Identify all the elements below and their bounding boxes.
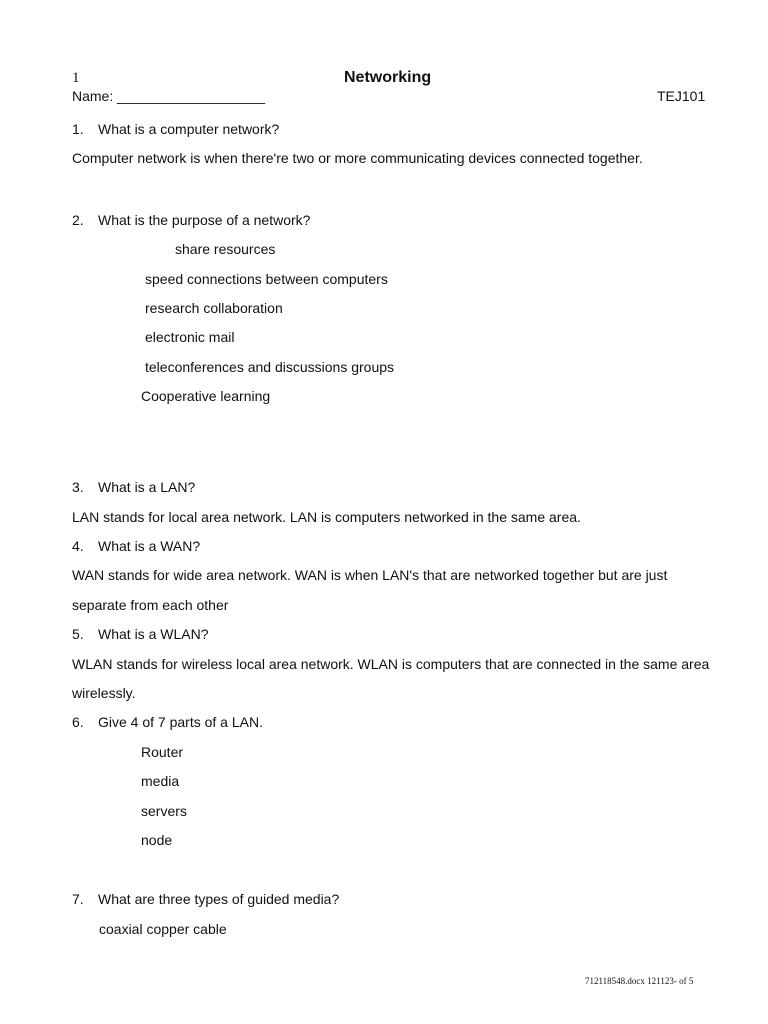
- page-footer: 712118548.docx 121123- of 5: [585, 976, 694, 986]
- question-number: 7.: [72, 891, 84, 907]
- question-text: What is the purpose of a network?: [98, 212, 311, 228]
- answer-5-line-1: WLAN stands for wireless local area network. WLAN is computers that are connected in the same area: [72, 656, 710, 672]
- question-number: 4.: [72, 538, 84, 554]
- answer-1: Computer network is when there're two or more communicating devices connected together.: [72, 150, 643, 166]
- answer-item: electronic mail: [145, 329, 235, 345]
- course-code: TEJ101: [657, 88, 706, 104]
- answer-item: speed connections between computers: [145, 271, 388, 287]
- answer-item: media: [141, 773, 180, 789]
- question-2: [72, 212, 310, 228]
- question-1: [72, 121, 279, 137]
- answer-item: Cooperative learning: [141, 388, 271, 404]
- answer-item: Router: [141, 744, 184, 760]
- question-text: What is a computer network?: [98, 121, 280, 137]
- page-number: 1: [72, 70, 80, 86]
- answer-4-line-1: WAN stands for wide area network. WAN is when LAN's that are networked together but are just: [72, 567, 668, 583]
- question-text: What is a LAN?: [98, 479, 196, 495]
- question-text: What is a WAN?: [98, 538, 201, 554]
- answer-item: teleconferences and discussions groups: [145, 359, 395, 375]
- question-7: [72, 891, 339, 907]
- question-text: What are three types of guided media?: [98, 891, 340, 907]
- question-number: 6.: [72, 714, 84, 730]
- question-3: [72, 479, 195, 495]
- question-6: [72, 714, 263, 730]
- question-number: 1.: [72, 121, 84, 137]
- answer-item: share resources: [175, 241, 276, 257]
- question-text: What is a WLAN?: [98, 626, 209, 642]
- answer-item: coaxial copper cable: [99, 921, 227, 937]
- question-number: 2.: [72, 212, 84, 228]
- name-field-label: Name: ___________________: [72, 88, 266, 104]
- answer-3: LAN stands for local area network. LAN is computers networked in the same area.: [72, 509, 581, 525]
- question-text: Give 4 of 7 parts of a LAN.: [98, 714, 263, 730]
- question-number: 5.: [72, 626, 84, 642]
- question-number: 3.: [72, 479, 84, 495]
- question-5: [72, 626, 208, 642]
- answer-item: research collaboration: [145, 300, 283, 316]
- answer-item: node: [141, 832, 173, 848]
- answer-item: servers: [141, 803, 187, 819]
- page-title: Networking: [344, 69, 432, 86]
- question-4: [72, 538, 200, 554]
- answer-5-line-2: wirelessly.: [72, 685, 136, 701]
- answer-4-line-2: separate from each other: [72, 597, 229, 613]
